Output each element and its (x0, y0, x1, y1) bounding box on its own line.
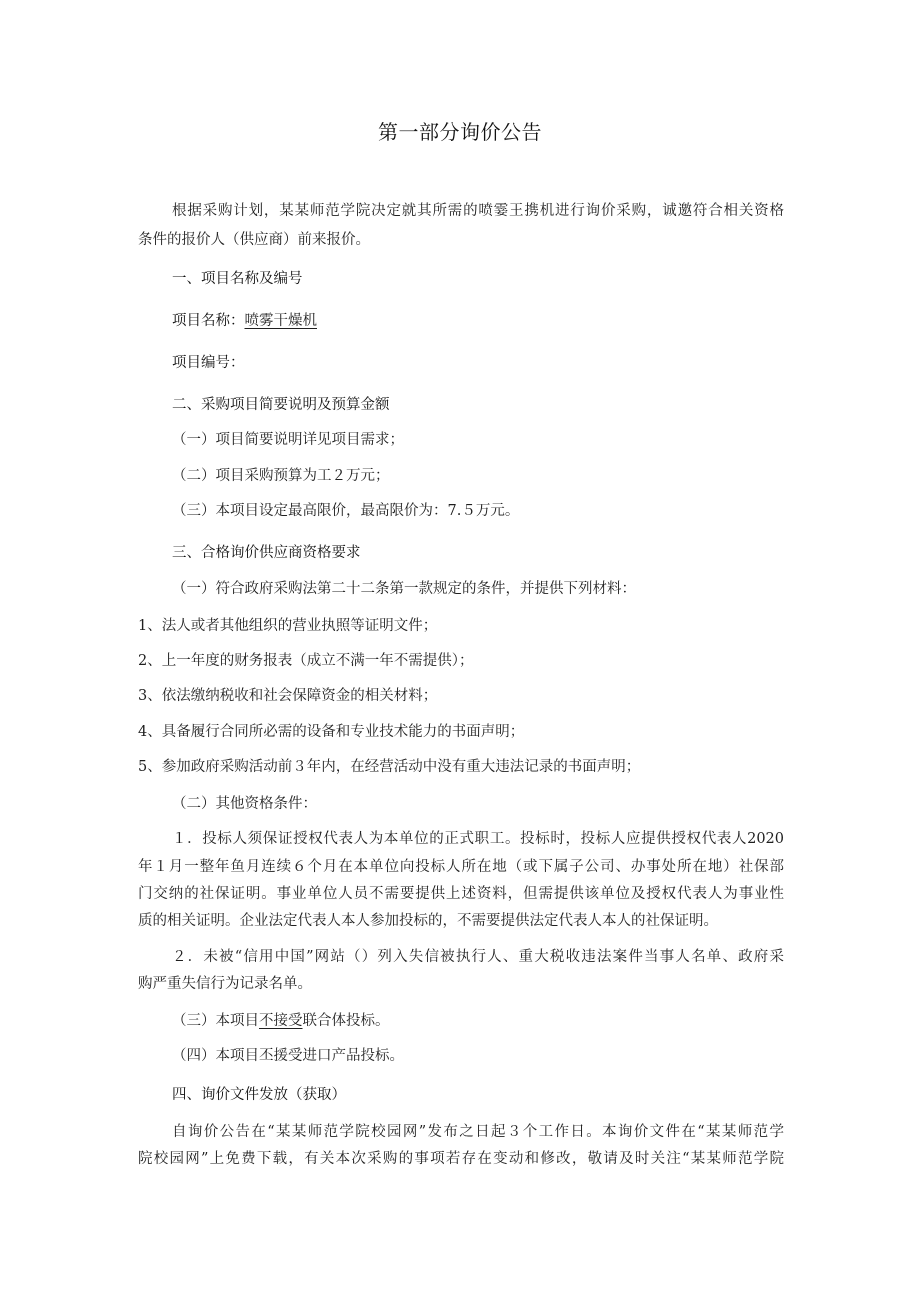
condition-1-line-4: 质的相关证明。企业法定代表人本人参加投标的，不需要提供法定代表人本人的社保证明。 (138, 913, 718, 929)
section-2-item-3: （三）本项目设定最高限价，最高限价为：7.５万元。 (172, 503, 520, 519)
section-3-heading: 三、合格询价供应商资格要求 (172, 545, 361, 561)
section-2-item-1: （一）项目简要说明详见项目需求； (172, 432, 404, 448)
page-title: 第一部分询价公告 (378, 120, 542, 144)
condition-2-line-2: 购严重失信行为记录名单。 (138, 976, 312, 992)
section-4-line-2: 院校园网”上免费下载，有关本次采购的事项若存在变动和修改，敬请及时关注“某某师范学院 (138, 1151, 784, 1167)
material-item-1: 1、法人或者其他组织的营业执照等证明文件； (138, 618, 438, 634)
project-name-value: 喷雾干燥机 (244, 313, 317, 329)
material-item-5: 5、参加政府采购活动前３年内，在经营活动中没有重大违法记录的书面声明； (138, 759, 641, 775)
section-2-item-2: （二）项目采购预算为工２万元； (172, 468, 390, 484)
intro-line-2: 条件的报价人（供应商）前来报价。 (138, 232, 370, 248)
section-3-sub-3 (172, 1010, 784, 1032)
condition-2-line-1: ２．未被“信用中国”网站（）列入失信被执行人、重大税收违法案件当事人名单、政府采 (172, 949, 784, 965)
condition-1-line-2: 年１月一整年鱼月连续６个月在本单位向投标人所在地（或下属子公司、办事处所在地）社保部 (138, 859, 784, 875)
material-item-3: 3、依法缴纳税收和社会保障资金的相关材料； (138, 688, 438, 704)
section-2-heading: 二、采购项目简要说明及预算金额 (172, 397, 390, 413)
section-3-sub-1: （一）符合政府采购法第二十二条第一款规定的条件，并提供下列材料： (172, 581, 636, 597)
sub-3-prefix: （三）本项目 (172, 1013, 259, 1029)
sub-3-suffix: 联合体投标。 (302, 1013, 390, 1029)
project-name-label: 项目名称： (172, 313, 245, 329)
project-code-label: 项目编号： (172, 355, 245, 371)
intro-line-1: 根据采购计划，某某师范学院决定就其所需的喷霎王携机进行询价采购，诚邀符合相关资格 (172, 203, 784, 219)
condition-1-line-3: 门交纳的社保证明。事业单位人员不需要提供上述资料，但需提供该单位及授权代表人为事业性 (138, 886, 784, 902)
material-item-4: 4、具备履行合同所必需的设备和专业技术能力的书面声明； (138, 724, 525, 740)
section-4-heading: 四、询价文件发放（获取） (172, 1087, 346, 1103)
section-4-line-1: 自询价公告在“某某师范学院校园网”发布之日起３个工作日。本询价文件在“某某师范学 (172, 1124, 784, 1140)
section-1-heading: 一、项目名称及编号 (172, 271, 303, 287)
project-name-row (172, 310, 784, 332)
section-3-sub-2: （二）其他资格条件： (172, 796, 317, 812)
section-3-sub-4: （四）本项目丕援受进口产品投标。 (172, 1048, 404, 1064)
condition-1-line-1: １．投标人须保证授权代表人为本单位的正式职工。投标时，投标人应提供授权代表人2020 (172, 831, 784, 847)
material-item-2: 2、上一年度的财务报表（成立不满一年不需提供）； (138, 653, 474, 669)
sub-3-underlined: 不接受 (259, 1013, 303, 1029)
